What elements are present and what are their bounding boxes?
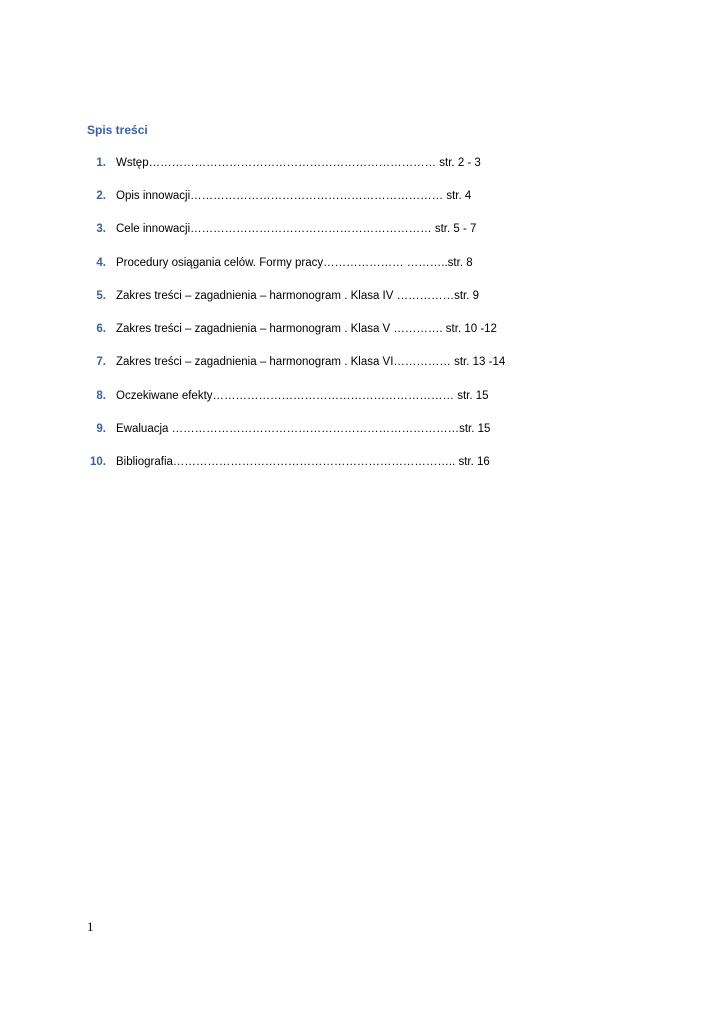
toc-item-text: Zakres treści – zagadnienia – harmonogram . Klasa VI…………… str. 13 -14 [116, 356, 506, 368]
page-number: 1 [87, 919, 94, 934]
toc-item-number: 3. [96, 223, 106, 235]
toc-item-number: 2. [96, 190, 106, 202]
toc-item-number: 7. [96, 356, 106, 368]
toc-item-number: 9. [96, 423, 106, 435]
toc-item-number: 6. [96, 323, 106, 335]
toc-item-number: 4. [96, 257, 106, 269]
toc-item-number: 10. [90, 456, 106, 468]
toc-item-text: Cele innowacji……………………………………………………… str. 5 - 7 [116, 223, 477, 235]
toc-item-number: 1. [96, 157, 106, 169]
toc-item-text: Zakres treści – zagadnienia – harmonogram . Klasa V …………. str. 10 -12 [116, 323, 497, 335]
toc-item-text: Wstęp………………………………………………………………… str. 2 - 3 [116, 157, 481, 169]
toc-item-text: Bibliografia……………………………………………………………….. str. 16 [116, 456, 490, 468]
toc-item-text: Procedury osiągania celów. Formy pracy………………… ………..str. 8 [116, 257, 473, 269]
toc-item-text: Ewaluacja …………………………………………………………………str. 15 [116, 423, 491, 435]
toc-heading: Spis treści [87, 123, 148, 137]
toc-item-text: Opis innowacji………………………………………………………… str. 4 [116, 190, 472, 202]
toc-item-text: Oczekiwane efekty……………………………………………………… str. 15 [116, 390, 489, 402]
toc-item-number: 5. [96, 290, 106, 302]
toc-item-text: Zakres treści – zagadnienia – harmonogram . Klasa IV ……………str. 9 [116, 290, 480, 302]
toc-item-number: 8. [96, 390, 106, 402]
